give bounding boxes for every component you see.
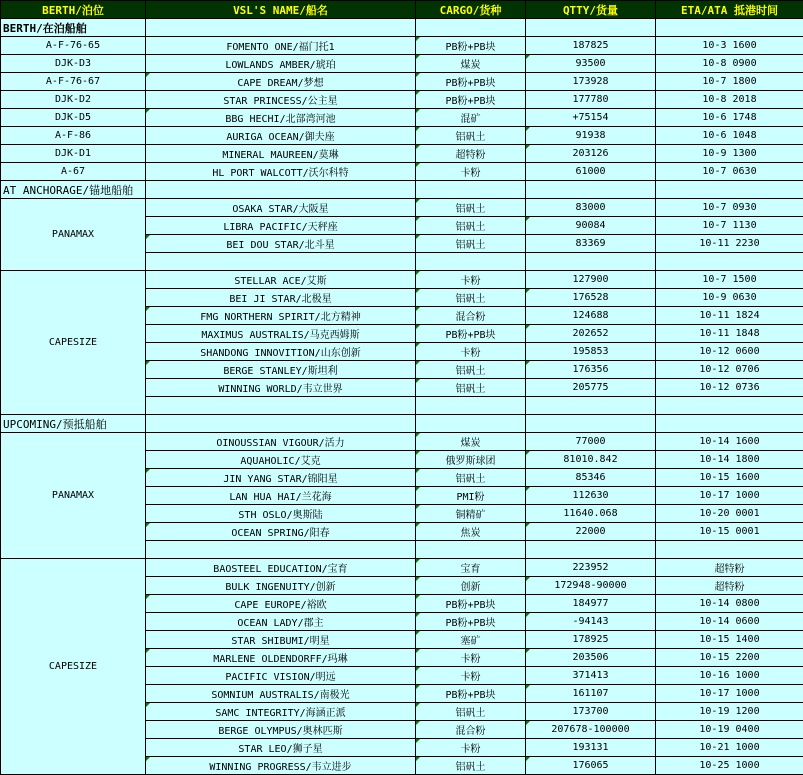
vessel-name-cell[interactable]: BERGE STANLEY/斯坦利	[146, 361, 416, 379]
eta-cell[interactable]: 10-7 1500	[656, 271, 803, 289]
quantity-cell[interactable]: 90084	[526, 217, 656, 235]
cargo-cell[interactable]: 铝矾土	[416, 217, 526, 235]
eta-cell[interactable]	[656, 253, 803, 271]
cargo-cell[interactable]: PB粉+PB块	[416, 613, 526, 631]
empty-cell[interactable]	[416, 181, 526, 199]
eta-cell[interactable]: 10-3 1600	[656, 37, 803, 55]
cargo-cell[interactable]: 铝矾土	[416, 469, 526, 487]
quantity-cell[interactable]: 184977	[526, 595, 656, 613]
vessel-name-cell[interactable]: FOMENTO ONE/福门托1	[146, 37, 416, 55]
eta-cell[interactable]: 10-17 1000	[656, 685, 803, 703]
section-title[interactable]: UPCOMING/预抵船舶	[1, 415, 146, 433]
quantity-cell[interactable]: 187825	[526, 37, 656, 55]
berth-cell[interactable]: DJK-D3	[1, 55, 146, 73]
header-eta[interactable]: ETA/ATA 抵港时间	[656, 1, 803, 19]
cargo-cell[interactable]: 卡粉	[416, 271, 526, 289]
vessel-name-cell[interactable]: LIBRA PACIFIC/天秤座	[146, 217, 416, 235]
quantity-cell[interactable]: 207678-100000	[526, 721, 656, 739]
eta-cell[interactable]: 10-6 1748	[656, 109, 803, 127]
vessel-name-cell[interactable]: LOWLANDS AMBER/琥珀	[146, 55, 416, 73]
quantity-cell[interactable]: 127900	[526, 271, 656, 289]
quantity-cell[interactable]: 83369	[526, 235, 656, 253]
cargo-cell[interactable]: PB粉+PB块	[416, 91, 526, 109]
cargo-cell[interactable]: 铝矾土	[416, 199, 526, 217]
quantity-cell[interactable]: +75154	[526, 109, 656, 127]
cargo-cell[interactable]: 铝矾土	[416, 703, 526, 721]
cargo-cell[interactable]: 混矿	[416, 109, 526, 127]
vessel-name-cell[interactable]: MARLENE OLDENDORFF/玛琳	[146, 649, 416, 667]
table-row	[1, 559, 803, 577]
eta-cell[interactable]: 10-14 0800	[656, 595, 803, 613]
vessel-name-cell[interactable]: WINNING PROGRESS/韦立进步	[146, 757, 416, 775]
vessel-name-cell[interactable]: MINERAL MAUREEN/莫琳	[146, 145, 416, 163]
eta-cell[interactable]: 10-7 1800	[656, 73, 803, 91]
empty-cell[interactable]	[146, 415, 416, 433]
berth-cell[interactable]: DJK-D5	[1, 109, 146, 127]
eta-cell[interactable]	[656, 397, 803, 415]
quantity-cell[interactable]: 176065	[526, 757, 656, 775]
table-row	[1, 91, 803, 109]
header-row	[1, 1, 803, 19]
berth-cell[interactable]: A-F-76-67	[1, 73, 146, 91]
eta-cell[interactable]: 10-9 1300	[656, 145, 803, 163]
eta-cell[interactable]: 10-8 0900	[656, 55, 803, 73]
quantity-cell[interactable]: 203506	[526, 649, 656, 667]
vessel-class-cell[interactable]: CAPESIZE	[1, 271, 146, 415]
eta-cell[interactable]: 10-9 0630	[656, 289, 803, 307]
cargo-cell[interactable]: PB粉+PB块	[416, 73, 526, 91]
vessel-name-cell[interactable]: BAOSTEEL EDUCATION/宝育	[146, 559, 416, 577]
empty-cell[interactable]	[526, 415, 656, 433]
vessel-name-cell[interactable]: LAN HUA HAI/兰花海	[146, 487, 416, 505]
quantity-cell[interactable]: 195853	[526, 343, 656, 361]
cargo-cell[interactable]: 卡粉	[416, 163, 526, 181]
header-vessel-name[interactable]: VSL'S NAME/船名	[146, 1, 416, 19]
section-row	[1, 181, 803, 199]
empty-cell[interactable]	[146, 181, 416, 199]
eta-cell[interactable]: 10-15 0001	[656, 523, 803, 541]
quantity-cell[interactable]: 176528	[526, 289, 656, 307]
cargo-cell[interactable]: 卡粉	[416, 343, 526, 361]
eta-cell[interactable]: 10-12 0706	[656, 361, 803, 379]
vessel-name-cell[interactable]: PACIFIC VISION/明远	[146, 667, 416, 685]
quantity-cell[interactable]: 161107	[526, 685, 656, 703]
eta-cell[interactable]: 10-12 0600	[656, 343, 803, 361]
table-row	[1, 109, 803, 127]
eta-cell[interactable]: 10-20 0001	[656, 505, 803, 523]
quantity-cell[interactable]: 85346	[526, 469, 656, 487]
vessel-class-cell[interactable]: PANAMAX	[1, 433, 146, 559]
eta-cell[interactable]: 10-11 1824	[656, 307, 803, 325]
vessel-name-cell[interactable]: STELLAR ACE/艾斯	[146, 271, 416, 289]
vessel-name-cell[interactable]: WINNING WORLD/韦立世界	[146, 379, 416, 397]
cargo-cell[interactable]	[416, 397, 526, 415]
quantity-cell[interactable]: 173700	[526, 703, 656, 721]
quantity-cell[interactable]	[526, 541, 656, 559]
vessel-name-cell[interactable]: AURIGA OCEAN/御夫座	[146, 127, 416, 145]
cargo-cell[interactable]: PB粉+PB块	[416, 685, 526, 703]
vessel-name-cell[interactable]: STH OSLO/奥斯陆	[146, 505, 416, 523]
header-cargo[interactable]: CARGO/货种	[416, 1, 526, 19]
quantity-cell[interactable]: 22000	[526, 523, 656, 541]
cargo-cell[interactable]: 铜精矿	[416, 505, 526, 523]
quantity-cell[interactable]: 61000	[526, 163, 656, 181]
vessel-name-cell[interactable]: OCEAN SPRING/阳春	[146, 523, 416, 541]
eta-cell[interactable]: 超特粉	[656, 577, 803, 595]
empty-cell[interactable]	[416, 415, 526, 433]
vessel-name-cell[interactable]: STAR LEO/狮子星	[146, 739, 416, 757]
quantity-cell[interactable]: 203126	[526, 145, 656, 163]
quantity-cell[interactable]: 205775	[526, 379, 656, 397]
vessel-name-cell[interactable]: MAXIMUS AUSTRALIS/马克西姆斯	[146, 325, 416, 343]
vessel-name-cell[interactable]: CAPE DREAM/梦想	[146, 73, 416, 91]
quantity-cell[interactable]: 193131	[526, 739, 656, 757]
quantity-cell[interactable]: -94143	[526, 613, 656, 631]
cargo-cell[interactable]: 铝矾土	[416, 361, 526, 379]
table-row	[1, 37, 803, 55]
table-row	[1, 433, 803, 451]
table-row	[1, 163, 803, 181]
vessel-name-cell[interactable]: AQUAHOLIC/艾克	[146, 451, 416, 469]
table-row	[1, 199, 803, 217]
header-quantity[interactable]: QTTY/货量	[526, 1, 656, 19]
quantity-cell[interactable]: 83000	[526, 199, 656, 217]
cargo-cell[interactable]: 宝育	[416, 559, 526, 577]
eta-cell[interactable]	[656, 541, 803, 559]
cargo-cell[interactable]: 俄罗斯球团	[416, 451, 526, 469]
section-row	[1, 415, 803, 433]
vessel-name-cell[interactable]: SAMC INTEGRITY/海涵正派	[146, 703, 416, 721]
table-row	[1, 271, 803, 289]
cargo-cell[interactable]: PB粉+PB块	[416, 325, 526, 343]
quantity-cell[interactable]: 177780	[526, 91, 656, 109]
berth-cell[interactable]: DJK-D2	[1, 91, 146, 109]
cargo-cell[interactable]: 超特粉	[416, 145, 526, 163]
vessel-name-cell[interactable]	[146, 541, 416, 559]
cargo-cell[interactable]: 铝矾土	[416, 127, 526, 145]
eta-cell[interactable]: 10-7 1130	[656, 217, 803, 235]
cargo-cell[interactable]: 塞矿	[416, 631, 526, 649]
berth-cell[interactable]: A-67	[1, 163, 146, 181]
vessel-name-cell[interactable]: BERGE OLYMPUS/奥林匹斯	[146, 721, 416, 739]
quantity-cell[interactable]: 11640.068	[526, 505, 656, 523]
vessel-name-cell[interactable]: SOMNIUM AUSTRALIS/南极光	[146, 685, 416, 703]
section-row	[1, 19, 803, 37]
table-row	[1, 55, 803, 73]
empty-cell[interactable]	[416, 19, 526, 37]
eta-cell[interactable]: 10-19 0400	[656, 721, 803, 739]
vessel-name-cell[interactable]: STAR SHIBUMI/明星	[146, 631, 416, 649]
quantity-cell[interactable]: 172948-90000	[526, 577, 656, 595]
empty-cell[interactable]	[146, 19, 416, 37]
eta-cell[interactable]: 10-7 0630	[656, 163, 803, 181]
quantity-cell[interactable]: 173928	[526, 73, 656, 91]
eta-cell[interactable]: 10-14 1800	[656, 451, 803, 469]
eta-cell[interactable]: 10-12 0736	[656, 379, 803, 397]
empty-cell[interactable]	[656, 415, 803, 433]
cargo-cell[interactable]: 煤炭	[416, 55, 526, 73]
table-row	[1, 127, 803, 145]
vessel-class-cell[interactable]: PANAMAX	[1, 199, 146, 271]
vessel-name-cell[interactable]: SHANDONG INNOVITION/山东创新	[146, 343, 416, 361]
cargo-cell[interactable]: PB粉+PB块	[416, 595, 526, 613]
berth-cell[interactable]: A-F-76-65	[1, 37, 146, 55]
vessel-name-cell[interactable]: OSAKA STAR/大阪星	[146, 199, 416, 217]
quantity-cell[interactable]: 91938	[526, 127, 656, 145]
cargo-cell[interactable]: 铝矾土	[416, 379, 526, 397]
header-berth[interactable]: BERTH/泊位	[1, 1, 146, 19]
empty-cell[interactable]	[656, 19, 803, 37]
eta-cell[interactable]: 10-8 2018	[656, 91, 803, 109]
eta-cell[interactable]: 10-15 1600	[656, 469, 803, 487]
vessel-name-cell[interactable]	[146, 253, 416, 271]
vessel-name-cell[interactable]: HL PORT WALCOTT/沃尔科特	[146, 163, 416, 181]
quantity-cell[interactable]: 93500	[526, 55, 656, 73]
quantity-cell[interactable]: 124688	[526, 307, 656, 325]
quantity-cell[interactable]: 202652	[526, 325, 656, 343]
vessel-name-cell[interactable]	[146, 397, 416, 415]
eta-cell[interactable]: 10-11 1848	[656, 325, 803, 343]
empty-cell[interactable]	[656, 181, 803, 199]
cargo-cell[interactable]: 焦炭	[416, 523, 526, 541]
eta-cell[interactable]: 10-11 2230	[656, 235, 803, 253]
quantity-cell[interactable]: 178925	[526, 631, 656, 649]
vessel-name-cell[interactable]: BEI JI STAR/北极星	[146, 289, 416, 307]
berth-cell[interactable]: DJK-D1	[1, 145, 146, 163]
eta-cell[interactable]: 10-17 1000	[656, 487, 803, 505]
cargo-cell[interactable]: 卡粉	[416, 649, 526, 667]
vessel-name-cell[interactable]: OCEAN LADY/郡主	[146, 613, 416, 631]
cargo-cell[interactable]: 创新	[416, 577, 526, 595]
empty-cell[interactable]	[526, 19, 656, 37]
cargo-cell[interactable]: 铝矾土	[416, 289, 526, 307]
section-title[interactable]: BERTH/在泊船舶	[1, 19, 146, 37]
cargo-cell[interactable]: PMI粉	[416, 487, 526, 505]
cargo-cell[interactable]: PB粉+PB块	[416, 37, 526, 55]
eta-cell[interactable]: 10-7 0930	[656, 199, 803, 217]
cargo-cell[interactable]: 混合粉	[416, 721, 526, 739]
cargo-cell[interactable]	[416, 541, 526, 559]
cargo-cell[interactable]: 铝矾土	[416, 757, 526, 775]
eta-cell[interactable]: 10-16 1000	[656, 667, 803, 685]
quantity-cell[interactable]: 112630	[526, 487, 656, 505]
eta-cell[interactable]: 超特粉	[656, 559, 803, 577]
vessel-name-cell[interactable]: OINOUSSIAN VIGOUR/活力	[146, 433, 416, 451]
cargo-cell[interactable]	[416, 253, 526, 271]
eta-cell[interactable]: 10-15 2200	[656, 649, 803, 667]
quantity-cell[interactable]	[526, 397, 656, 415]
eta-cell[interactable]: 10-21 1000	[656, 739, 803, 757]
quantity-cell[interactable]: 223952	[526, 559, 656, 577]
quantity-cell[interactable]: 81010.842	[526, 451, 656, 469]
quantity-cell[interactable]: 77000	[526, 433, 656, 451]
vessel-name-cell[interactable]: STAR PRINCESS/公主星	[146, 91, 416, 109]
eta-cell[interactable]: 10-15 1400	[656, 631, 803, 649]
vessel-name-cell[interactable]: BEI DOU STAR/北斗星	[146, 235, 416, 253]
quantity-cell[interactable]	[526, 253, 656, 271]
vessel-name-cell[interactable]: CAPE EUROPE/裕欧	[146, 595, 416, 613]
cargo-cell[interactable]: 卡粉	[416, 667, 526, 685]
eta-cell[interactable]: 10-14 0600	[656, 613, 803, 631]
vessel-name-cell[interactable]: BULK INGENUITY/创新	[146, 577, 416, 595]
quantity-cell[interactable]: 176356	[526, 361, 656, 379]
table-row	[1, 145, 803, 163]
cargo-cell[interactable]: 铝矾土	[416, 235, 526, 253]
eta-cell[interactable]: 10-25 1000	[656, 757, 803, 775]
eta-cell[interactable]: 10-19 1200	[656, 703, 803, 721]
cargo-cell[interactable]: 卡粉	[416, 739, 526, 757]
vessel-name-cell[interactable]: FMG NORTHERN SPIRIT/北方精神	[146, 307, 416, 325]
vessel-class-cell[interactable]: CAPESIZE	[1, 559, 146, 775]
table-row	[1, 73, 803, 91]
cargo-cell[interactable]: 混合粉	[416, 307, 526, 325]
eta-cell[interactable]: 10-6 1048	[656, 127, 803, 145]
section-title[interactable]: AT ANCHORAGE/锚地船舶	[1, 181, 146, 199]
vessel-name-cell[interactable]: BBG HECHI/北部湾河池	[146, 109, 416, 127]
empty-cell[interactable]	[526, 181, 656, 199]
eta-cell[interactable]: 10-14 1600	[656, 433, 803, 451]
quantity-cell[interactable]: 371413	[526, 667, 656, 685]
vessel-name-cell[interactable]: JIN YANG STAR/锦阳星	[146, 469, 416, 487]
berth-cell[interactable]: A-F-86	[1, 127, 146, 145]
cargo-cell[interactable]: 煤炭	[416, 433, 526, 451]
